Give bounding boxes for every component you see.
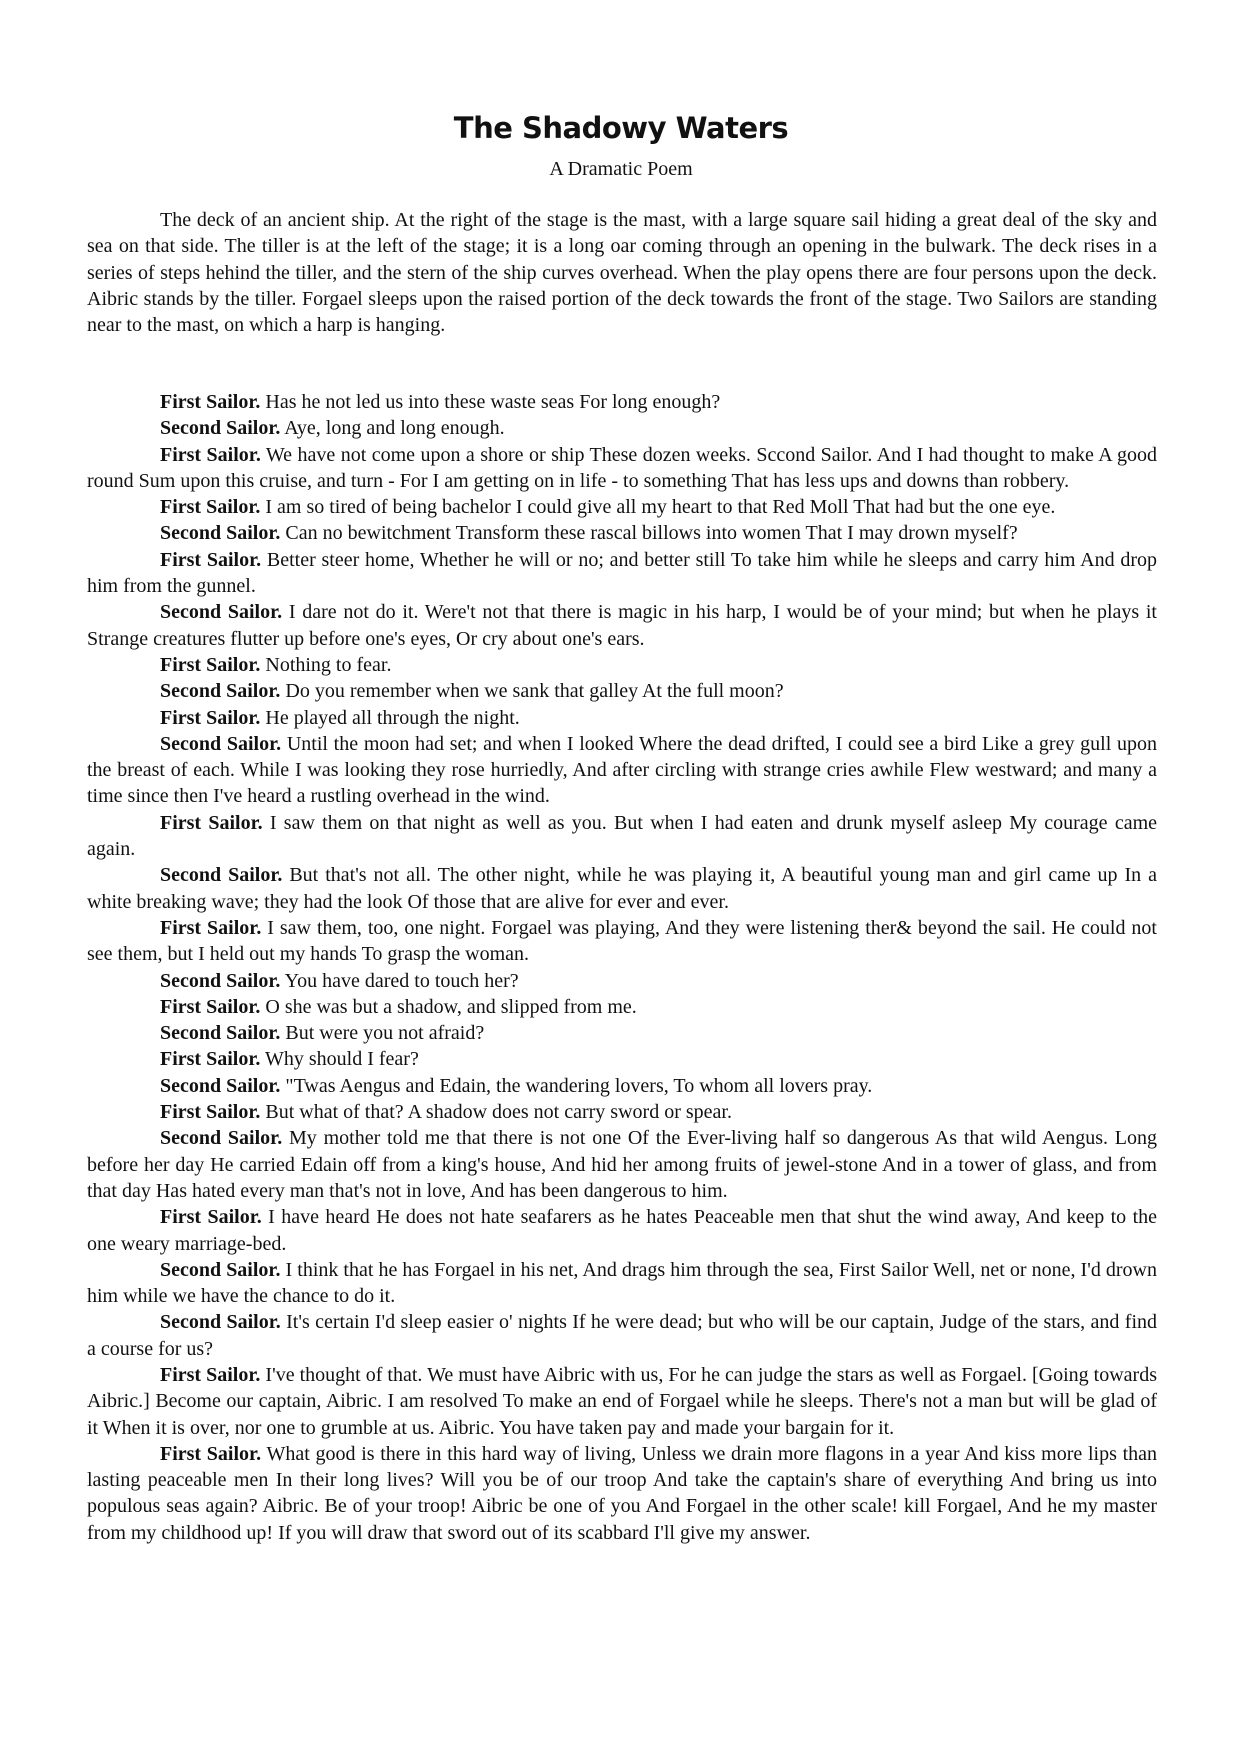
speaker-name: Second Sailor.: [160, 1258, 281, 1281]
dialogue-line: [87, 494, 1157, 520]
spoken-text: Better steer home, Whether he will or no; and better still To take him while he sleeps and carry him And drop him from the gunnel.: [87, 548, 1157, 598]
spoken-text: What good is there in this hard way of living, Unless we drain more flagons in a year And kiss more lips than lasting peaceable men In their long lives? Will you be of our troop And take the captain's share of everything And bring us into populous seas again? Aibric. Be of your troop! Aibric be one of you And Forgael in the other scale! kill Forgael, And he my master from my childhood up! If you will draw that sword out of its scabbard I'll give my answer.: [87, 1442, 1157, 1544]
dialogue-line: [87, 1204, 1157, 1257]
speaker-name: First Sailor.: [160, 706, 261, 729]
speaker-name: Second Sailor.: [160, 1074, 281, 1097]
dialogue-line: [87, 678, 1157, 704]
speaker-name: Second Sailor.: [160, 522, 281, 545]
dialogue-line: [87, 968, 1157, 994]
speaker-name: Second Sailor.: [160, 1022, 281, 1045]
dialogue-line: [87, 1020, 1157, 1046]
dialogue-line: [87, 1257, 1157, 1310]
spoken-text: O she was but a shadow, and slipped from me.: [260, 995, 637, 1018]
dialogue-line: [87, 994, 1157, 1020]
spoken-text: My mother told me that there is not one Of the Ever-living half so dangerous As that wild Aengus. Long before her day He carried Edain off from a king's house, And hid her among fruits of jewel-stone And in a tower of glass, and from that day Has hated every man that's not in love, And has been dangerous to him.: [87, 1127, 1157, 1202]
dialogue: [87, 389, 1157, 1546]
dialogue-line: [87, 1125, 1157, 1204]
dialogue-line: [87, 389, 1157, 415]
speaker-name: First Sailor.: [160, 1442, 262, 1465]
dialogue-line: [87, 1046, 1157, 1072]
page-title: The Shadowy Waters: [453, 111, 789, 145]
speaker-name: First Sailor.: [160, 1363, 261, 1386]
page-subtitle: A Dramatic Poem: [549, 158, 693, 180]
dialogue-line: [87, 1099, 1157, 1125]
dialogue-line: [87, 1362, 1157, 1441]
speaker-name: Second Sailor.: [160, 1311, 281, 1334]
stage-direction: The deck of an ancient ship. At the right of the stage is the mast, with a large square sail hiding a great deal of the sky and sea on that side. The tiller is at the left of the stage; it is a long oar coming through an opening in the bulwark. The deck rises in a series of steps hehind the tiller, and the stern of the ship curves overhead. When the play opens there are four persons upon the deck. Aibric stands by the tiller. Forgael sleeps upon the raised portion of the deck towards the front of the stage. Two Sailors are standing near to the mast, on which a harp is hanging.: [87, 209, 1157, 337]
dialogue-line: [87, 442, 1157, 495]
dialogue-line: [87, 547, 1157, 600]
speaker-name: Second Sailor.: [160, 732, 282, 755]
dialogue-line: [87, 1441, 1157, 1546]
dialogue-line: [87, 415, 1157, 441]
spoken-text: Do you remember when we sank that galley At the full moon?: [280, 680, 784, 703]
dialogue-line: [87, 1073, 1157, 1099]
speaker-name: First Sailor.: [160, 1206, 262, 1229]
dialogue-line: [87, 705, 1157, 731]
spoken-text: Nothing to fear.: [260, 653, 392, 676]
dialogue-line: [87, 1309, 1157, 1362]
spoken-text: Until the moon had set; and when I looked Where the dead drifted, I could see a bird Like a grey gull upon the breast of each. While I was looking they rose hurriedly, And after circling with strange cries awhile Flew westward; and many a time since then I've heard a rustling overhead in the wind.: [87, 732, 1158, 808]
spoken-text: I saw them on that night as well as you. But when I had eaten and drunk myself asleep My courage came again.: [87, 811, 1158, 861]
spoken-text: He played all through the night.: [260, 706, 520, 729]
spoken-text: But what of that? A shadow does not carry sword or spear.: [260, 1101, 732, 1124]
speaker-name: Second Sailor.: [160, 601, 283, 624]
spoken-text: I am so tired of being bachelor I could give all my heart to that Red Moll That had but the one eye.: [260, 496, 1056, 519]
spoken-text: But that's not all. The other night, while he was playing it, A beautiful young man and girl came up In a white breaking wave; they had the look Of those that are alive for ever and ever.: [87, 864, 1158, 913]
dialogue-line: [87, 862, 1157, 915]
speaker-name: First Sailor.: [160, 496, 261, 519]
speaker-name: First Sailor.: [160, 391, 261, 413]
speaker-name: Second Sailor.: [160, 680, 281, 703]
speaker-name: First Sailor.: [160, 1048, 261, 1071]
speaker-name: Second Sailor.: [160, 1127, 283, 1150]
speaker-name: First Sailor.: [160, 811, 263, 834]
spoken-text: I dare not do it. Were't not that there is magic in his harp, I would be of your mind; but when he plays it Strange creatures flutter up before one's eyes, Or cry about one's ears.: [87, 601, 1157, 650]
spoken-text: But were you not afraid?: [280, 1022, 485, 1045]
speaker-name: First Sailor.: [160, 995, 261, 1018]
speaker-name: First Sailor.: [160, 443, 261, 466]
speaker-name: Second Sailor.: [160, 864, 283, 887]
spoken-text: "Twas Aengus and Edain, the wandering lovers, To whom all lovers pray.: [280, 1074, 873, 1097]
speaker-name: First Sailor.: [160, 1101, 261, 1124]
spoken-text: It's certain I'd sleep easier o' nights If he were dead; but who will be our captain, Judge of the stars, and find a course for us?: [87, 1311, 1158, 1360]
spoken-text: Has he not led us into these waste seas For long enough?: [260, 391, 721, 413]
spoken-text: Why should I fear?: [260, 1048, 419, 1071]
spoken-text: Aye, long and long enough.: [280, 417, 505, 440]
spoken-text: I saw them, too, one night. Forgael was playing, And they were listening ther& beyond the sail. He could not see them, but I held out my hands To grasp the woman.: [87, 916, 1157, 966]
dialogue-line: [87, 731, 1157, 810]
speaker-name: Second Sailor.: [160, 417, 281, 440]
dialogue-line: [87, 520, 1157, 546]
spoken-text: I have heard He does not hate seafarers as he hates Peaceable men that shut the wind away, And keep to the one weary marriage-bed.: [87, 1206, 1158, 1255]
spoken-text: Can no bewitchment Transform these rascal billows into women That I may drown myself?: [280, 522, 1018, 545]
spoken-text: I think that he has Forgael in his net, And drags him through the sea, First Sailor Well, net or none, I'd drown him while we have the chance to do it.: [87, 1258, 1157, 1308]
dialogue-line: [87, 599, 1157, 652]
dialogue-line: [87, 915, 1157, 968]
speaker-name: First Sailor.: [160, 653, 261, 676]
spoken-text: You have dared to touch her?: [280, 969, 519, 992]
speaker-name: Second Sailor.: [160, 969, 281, 992]
dialogue-line: [87, 810, 1157, 863]
speaker-name: First Sailor.: [160, 916, 262, 939]
spoken-text: We have not come upon a shore or ship These dozen weeks. Sccond Sailor. And I had thought to make A good round Sum upon this cruise, and turn - For I am getting on in life - to something That has less ups and downs than robbery.: [87, 443, 1157, 492]
dialogue-line: [87, 652, 1157, 678]
spoken-text: I've thought of that. We must have Aibric with us, For he can judge the stars as well as Forgael. [Going towards Aibric.] Become our captain, Aibric. I am resolved To make an end of Forgael while he sleeps. There's not a man but will be glad of it When it is over, nor one to grumble at us. Aibric. You have taken pay and made your bargain for it.: [87, 1363, 1157, 1439]
speaker-name: First Sailor.: [160, 548, 262, 571]
